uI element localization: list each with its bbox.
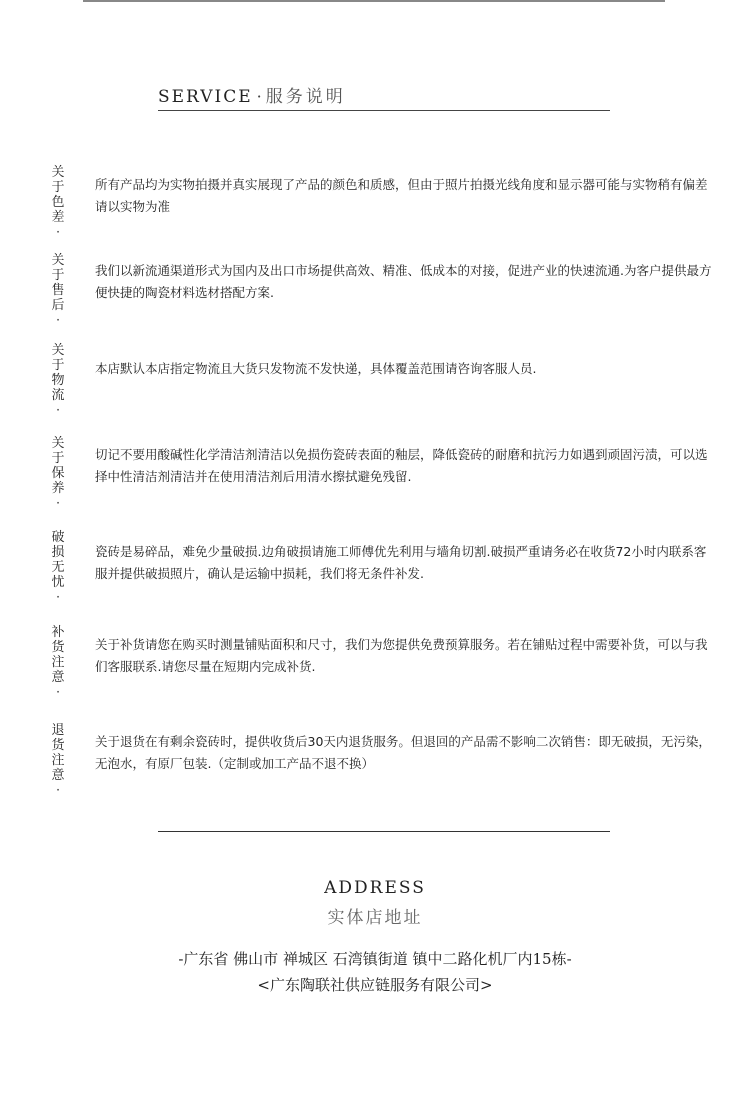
section-text: 关于补货请您在购买时测量铺贴面积和尺寸，我们为您提供免费预算服务。若在铺贴过程中需要补货，可以与我们客服联系.请您尽量在短期内完成补货. <box>95 637 708 674</box>
section-label-dot: · <box>56 590 60 604</box>
section-label-dot: · <box>56 496 60 510</box>
section-label-text: 关于保养 <box>51 436 65 496</box>
section-label-text: 关于物流 <box>51 343 65 403</box>
section-label-text: 关于售后 <box>51 253 65 313</box>
company-name: <广东陶联社供应链服务有限公司> <box>257 976 493 994</box>
section-label-text: 退货注意 <box>51 723 65 783</box>
section-label <box>50 165 66 240</box>
section-text: 切记不要用酸碱性化学清洁剂清洁以免损伤瓷砖表面的釉层，降低瓷砖的耐磨和抗污力如遇到顽固污渍，可以选择中性清洁剂清洁并在使用清洁剂后用清水擦拭避免残留. <box>95 447 708 484</box>
section-label <box>50 723 66 798</box>
section-label <box>50 343 66 418</box>
section-label-dot: · <box>56 685 60 699</box>
section-label-text: 破损无忧 <box>51 530 65 590</box>
section-label-dot: · <box>56 225 60 239</box>
section-label <box>50 436 66 511</box>
section-text: 所有产品均为实物拍摄并真实展现了产品的颜色和质感，但由于照片拍摄光线角度和显示器可能与实物稍有偏差请以实物为准 <box>95 177 708 214</box>
section-label-text: 补货注意 <box>51 625 65 685</box>
title-separator: · <box>256 87 262 106</box>
address-title-en: ADDRESS <box>324 878 426 898</box>
section-label <box>50 530 66 605</box>
bottom-divider <box>158 831 610 832</box>
section-label-dot: · <box>56 783 60 797</box>
service-title-en: SERVICE <box>158 87 253 107</box>
address-line: -广东省 佛山市 禅城区 石湾镇街道 镇中二路化机厂内15栋- <box>178 950 572 968</box>
address-title-cn: 实体店地址 <box>327 908 423 928</box>
service-title-cn: 服务说明 <box>265 87 346 107</box>
section-label-text: 关于色差 <box>51 165 65 225</box>
top-divider <box>83 0 665 2</box>
section-text: 本店默认本店指定物流且大货只发物流不发快递，具体覆盖范围请咨询客服人员. <box>95 361 537 376</box>
section-text: 瓷砖是易碎品，难免少量破损.边角破损请施工师傅优先利用与墙角切割.破损严重请务必在收货72小时内联系客服并提供破损照片，确认是运输中损耗，我们将无条件补发. <box>95 544 707 581</box>
section-label-dot: · <box>56 403 60 417</box>
section-label <box>50 625 66 700</box>
section-label <box>50 253 66 328</box>
section-label-dot: · <box>56 313 60 327</box>
section-text: 我们以新流通渠道形式为国内及出口市场提供高效、精准、低成本的对接，促进产业的快速流通.为客户提供最方便快捷的陶瓷材料选材搭配方案. <box>95 263 712 300</box>
section-text: 关于退货在有剩余瓷砖时，提供收货后30天内退货服务。但退回的产品需不影响二次销售：即无破损，无污染，无泡水，有原厂包装.（定制或加工产品不退不换） <box>95 734 711 771</box>
service-header <box>158 82 610 111</box>
